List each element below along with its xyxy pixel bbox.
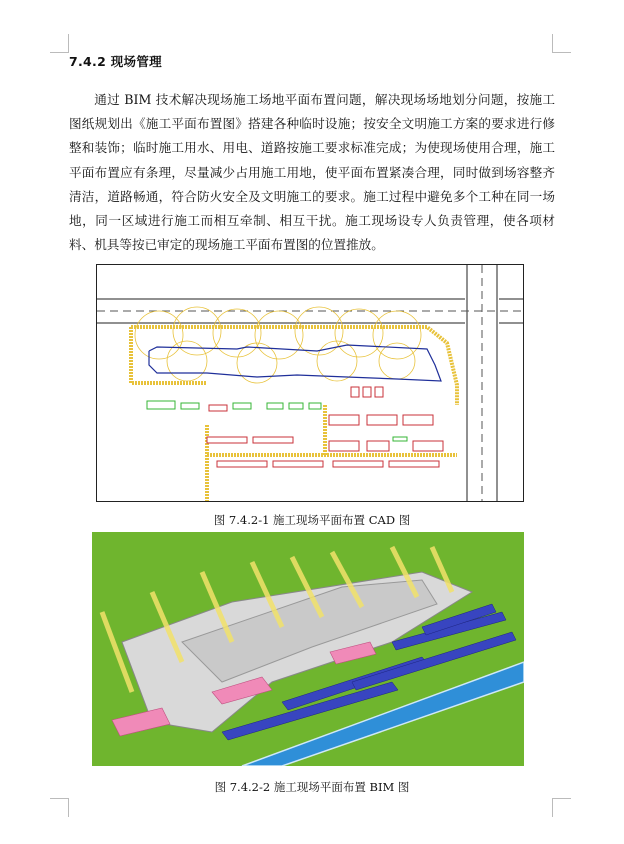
body-paragraph: 通过 BIM 技术解决现场施工场地平面布置问题，解决现场场地划分问题，按施工图纸规划出《施工平面布置图》搭建各种临时设施；按安全文明施工方案的要求进行修整和装饰；临时施工用水、用电、道路按施工要求标准完成；为使现场使用合理，施工平面布置应有条理，尽量减少占用施工用地，使平面布置紧凑合理，同时做到场容整齐清洁，道路畅通，符合防火安全及文明施工的要求。施工过程中避免多个工种在同一场地，同一区域进行施工而相互牵制、相互干扰。施工现场设专人负责管理，使各项材料、机具等按已审定的现场施工平面布置图的位置推放。 <box>69 92 555 253</box>
cad-site-plan-figure <box>96 264 524 502</box>
building-outline <box>149 345 441 381</box>
page-corner-mark-bottom-left <box>50 798 69 817</box>
figure-2-caption: 图 7.4.2-2 施工现场平面布置 BIM 图 <box>214 780 410 794</box>
bim-site-render-figure <box>92 532 524 766</box>
page-corner-mark-bottom-right <box>552 798 571 817</box>
bim-site-render-drawing <box>92 532 524 766</box>
site-fence <box>131 327 457 501</box>
page-corner-mark-top-left <box>50 34 69 53</box>
cad-site-plan-drawing <box>97 265 523 501</box>
figure-1-caption: 图 7.4.2-1 施工现场平面布置 CAD 图 <box>213 513 411 527</box>
crane-coverage-circles <box>135 307 421 383</box>
page-corner-mark-top-right <box>552 34 571 53</box>
section-heading: 7.4.2 现场管理 <box>69 54 162 69</box>
